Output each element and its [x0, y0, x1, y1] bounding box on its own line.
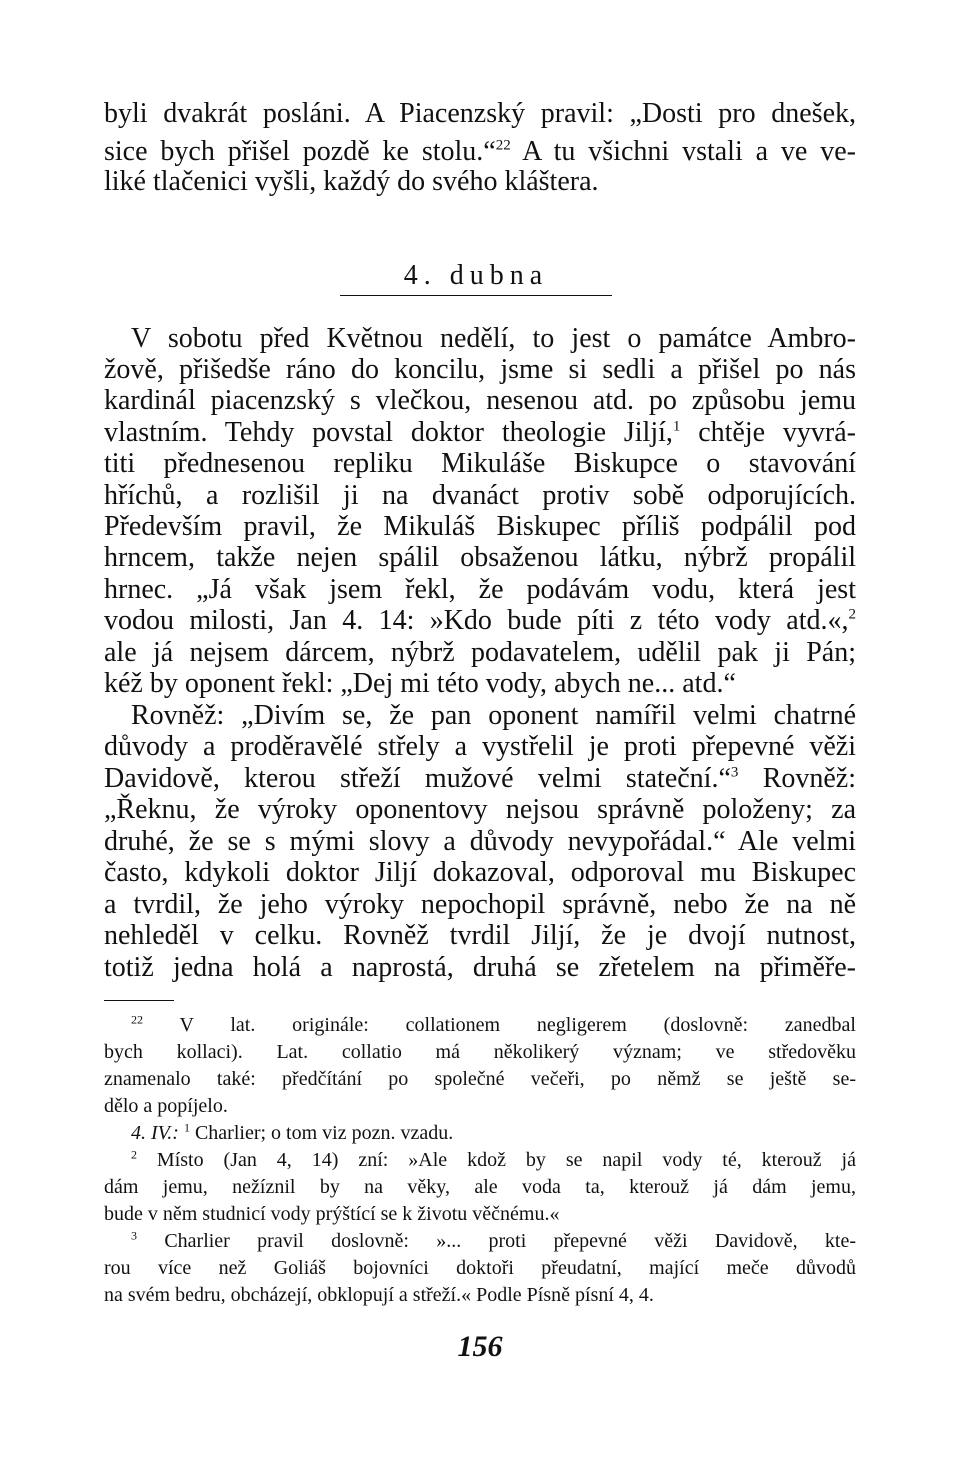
text-line: kéž by oponent řekl: „Dej mi této vody, abych ne... atd.“: [104, 668, 736, 699]
text-line: Rovněž: „Divím se, že pan oponent namířil velmi chatrné: [131, 700, 856, 731]
text-line: titi přednesenou repliku Mikuláše Biskupce o stavování: [104, 448, 856, 479]
page-number: 156: [457, 1330, 503, 1363]
text-run: Rovněž:: [738, 763, 857, 794]
text-line: totiž jedna holá a naprostá, druhá se zřetelem na přiměře-: [104, 952, 856, 983]
footnote-date: 4. IV.:: [131, 1122, 179, 1144]
text-run: Charlier; o tom viz pozn. vzadu.: [189, 1122, 454, 1144]
footnote-line: dělo a popíjelo.: [104, 1095, 228, 1117]
text-line: nehleděl v celku. Rovněž tvrdil Jiljí, že je dvojí nutnost,: [104, 920, 856, 951]
footnote-line: [131, 1228, 856, 1254]
footnote-line: rou více než Goliáš bojovníci doktoři přeudatní, mající meče důvodů: [104, 1257, 856, 1279]
date-heading: 4. dubna: [403, 260, 549, 291]
text-line: V sobotu před Květnou nedělí, to jest o památce Ambro-: [131, 323, 856, 354]
text-line: [104, 417, 856, 449]
footnote-marker: 1: [183, 1120, 190, 1135]
text-line: druhé, že se s mými slovy a důvody nevypořádal.“ Ale velmi: [104, 826, 856, 857]
text-line: hříchů, a rozlišil ji na dvanáct protiv sobě odporujících.: [104, 480, 856, 511]
text-line: ale já nejsem dárcem, nýbrž podavatelem, udělil pak ji Pán;: [104, 637, 856, 668]
footnote-rule: [104, 1000, 174, 1001]
text-line: Především pravil, že Mikuláš Biskupec příliš podpálil pod: [104, 511, 856, 542]
footnote-line: [131, 1120, 856, 1146]
text-line: důvody a proděravělé střely a vystřelil je proti přepevné věži: [104, 731, 856, 762]
text-line: žově, přišedše ráno do koncilu, jsme si sedli a přišel po nás: [104, 354, 856, 385]
text-run: Charlier pravil doslovně: »... proti přepevné věži Davidově, kte-: [137, 1230, 856, 1252]
footnote-line: bude v něm studnicí vody prýštící se k životu věčnému.«: [104, 1203, 560, 1225]
text-run: Davidově, kterou střeží mužové velmi stateční.“: [104, 763, 731, 794]
text-run: chtěje vyvrá-: [680, 417, 856, 448]
footnote-marker: 22: [131, 1012, 143, 1027]
text-run: vodou milosti, Jan 4. 14: »Kdo bude píti z této vody atd.«,: [104, 605, 849, 636]
footnote-marker: 2: [848, 606, 856, 623]
text-line: [104, 136, 856, 168]
text-line: často, kdykoli doktor Jiljí dokazoval, odporoval mu Biskupec: [104, 857, 856, 888]
footnote-marker: 2: [131, 1147, 137, 1162]
footnote-line: [131, 1012, 856, 1038]
text-line: hrncem, takže nejen spálil obsaženou látku, nýbrž propálil: [104, 542, 856, 573]
text-run: Místo (Jan 4, 14) zní: »Ale kdož by se napil vody té, kterouž já: [137, 1149, 856, 1171]
text-line: kardinál piacenzský s vlečkou, nesenou atd. po způsobu jemu: [104, 385, 856, 416]
text-line: a tvrdil, že jeho výroky nepochopil správně, nebo že na ně: [104, 889, 856, 920]
text-run: sice bych přišel pozdě ke stolu.“: [104, 136, 496, 167]
text-line: [104, 763, 856, 795]
text-run: A tu všichni vstali a ve ve-: [522, 136, 856, 167]
text-line: byli dvakrát posláni. A Piacenzský pravil: „Dosti pro dnešek,: [104, 98, 856, 129]
footnote-line: bych kollaci). Lat. collatio má několikerý význam; ve středověku: [104, 1041, 856, 1063]
footnote-marker: 1: [672, 418, 681, 435]
heading-rule: [340, 295, 612, 296]
footnote-marker: 22: [495, 137, 511, 154]
footnote-line: dám jemu, nežíznil by na věky, ale voda ta, kterouž já dám jemu,: [104, 1176, 856, 1198]
text-run: V lat. originále: collationem negligerem (doslovně: zanedbal: [143, 1014, 856, 1036]
footnote-line: znamenalo také: předčítání po společné večeři, po němž se ještě se-: [104, 1068, 856, 1090]
text-line: hrnec. „Já však jsem řekl, že podávám vodu, která jest: [104, 574, 856, 605]
text-run: vlastním. Tehdy povstal doktor theologie Jiljí,: [104, 417, 673, 448]
footnote-line: [131, 1147, 856, 1173]
text-line: „Řeknu, že výroky oponentovy nejsou správně položeny; za: [104, 794, 856, 825]
footnote-marker: 3: [131, 1228, 137, 1243]
footnote-marker: 3: [730, 764, 739, 781]
footnote-line: na svém bedru, obcházejí, obklopují a střeží.« Podle Písně písní 4, 4.: [104, 1284, 654, 1306]
text-line: [104, 605, 856, 637]
text-line: liké tlačenici vyšli, každý do svého kláštera.: [104, 166, 599, 197]
